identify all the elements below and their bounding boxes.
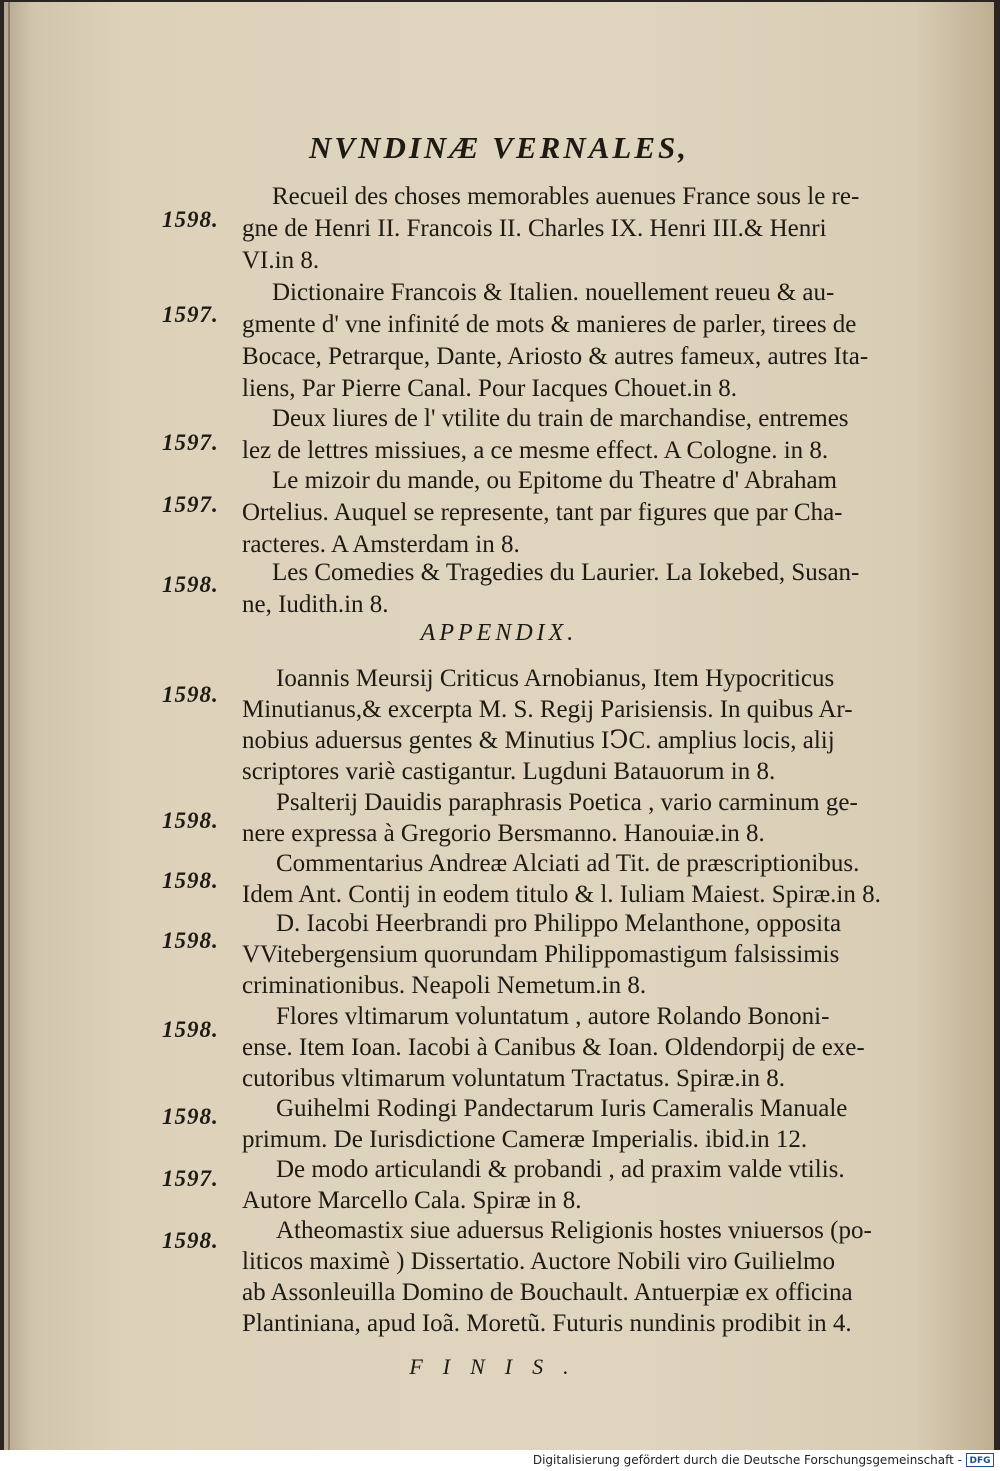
entry-line: De modo articulandi & probandi , ad praxim valde vtilis. xyxy=(276,1156,845,1183)
entry-line: VI.in 8. xyxy=(242,247,320,274)
entry-line: Bocace, Petrarque, Dante, Ariosto & autres fameux, autres Ita- xyxy=(242,343,869,370)
entry-line: ne, Iudith.in 8. xyxy=(242,591,389,618)
entry-line: scriptores variè castigantur. Lugduni Batauorum in 8. xyxy=(242,758,776,785)
entry-year: 1597. xyxy=(162,430,219,455)
entry-line: Autore Marcello Cala. Spiræ in 8. xyxy=(242,1187,582,1214)
entry-year: 1598. xyxy=(162,1228,219,1253)
footer-bar xyxy=(0,1450,1000,1471)
entry-line: liens, Par Pierre Canal. Pour Iacques Chouet.in 8. xyxy=(242,375,738,402)
entry-line: cutoribus vltimarum voluntatum Tractatus. Spiræ.in 8. xyxy=(242,1065,786,1092)
entry-year: 1598. xyxy=(162,808,219,833)
entry-line: gne de Henri II. Francois II. Charles IX. Henri III.& Henri xyxy=(242,215,827,242)
entry-year: 1598. xyxy=(162,868,219,893)
entry-line: Le mizoir du mande, ou Epitome du Theatre d' Abraham xyxy=(272,467,837,494)
entry-line: Minutianus,& excerpta M. S. Regij Parisiensis. In quibus Ar- xyxy=(242,696,853,723)
entry-year: 1598. xyxy=(162,682,219,707)
entry-line: liticos maximè ) Dissertatio. Auctore Nobili viro Guilielmo xyxy=(242,1248,835,1275)
entry-line: Ortelius. Auquel se represente, tant par figures que par Cha- xyxy=(242,499,843,526)
entry-line: Idem Ant. Contij in eodem titulo & l. Iuliam Maiest. Spiræ.in 8. xyxy=(242,881,881,908)
page-edge xyxy=(8,2,10,1450)
entry-line: primum. De Iurisdictione Cameræ Imperialis. ibid.in 12. xyxy=(242,1126,808,1153)
appendix-heading: APPENDIX. xyxy=(420,620,578,646)
entry-line: Commentarius Andreæ Alciati ad Tit. de præscriptionibus. xyxy=(276,850,860,877)
page-header: NVNDINÆ VERNALES, xyxy=(309,130,689,165)
entry-year: 1598. xyxy=(162,572,219,597)
entry-line: racteres. A Amsterdam in 8. xyxy=(242,531,520,558)
entry-year: 1598. xyxy=(162,1104,219,1129)
entry-line: nobius aduersus gentes & Minutius IↃC. amplius locis, alij xyxy=(242,727,835,754)
entry-year: 1598. xyxy=(162,928,219,953)
entry-line: Flores vltimarum voluntatum , autore Rolando Bononi- xyxy=(276,1003,830,1030)
entry-line: lez de lettres missiues, a ce mesme effect. A Cologne. in 8. xyxy=(242,437,829,464)
entry-line: Ioannis Meursij Criticus Arnobianus, Item Hypocriticus xyxy=(276,665,835,692)
dfg-logo-icon: DFG xyxy=(966,1453,994,1467)
entry-line: ense. Item Ioan. Iacobi à Canibus & Ioan. Oldendorpij de exe- xyxy=(242,1034,865,1061)
entry-line: Guihelmi Rodingi Pandectarum Iuris Cameralis Manuale xyxy=(276,1095,848,1122)
finis-text: FINIS. xyxy=(409,1354,589,1379)
entry-line: gmente d' vne infinité de mots & manieres de parler, tirees de xyxy=(242,311,857,338)
entry-line: Deux liures de l' vtilite du train de marchandise, entremes xyxy=(272,405,849,432)
entry-line: D. Iacobi Heerbrandi pro Philippo Melanthone, opposita xyxy=(276,910,842,937)
entry-line: ab Assonleuilla Domino de Bouchault. Antuerpiæ ex officina xyxy=(242,1279,853,1306)
funding-notice: Digitalisierung gefördert durch die Deutsche Forschungsgemeinschaft - xyxy=(532,1453,962,1467)
entry-year: 1597. xyxy=(162,302,219,327)
entry-year: 1598. xyxy=(162,207,219,232)
entry-line: Psalterij Dauidis paraphrasis Poetica , vario carminum ge- xyxy=(276,789,858,816)
entry-line: Plantiniana, apud Ioã. Moretũ. Futuris nundinis prodibit in 4. xyxy=(242,1310,852,1337)
entry-line: Recueil des choses memorables auenues France sous le re- xyxy=(272,183,860,210)
book-page xyxy=(4,2,994,1450)
entry-line: Les Comedies & Tragedies du Laurier. La Iokebed, Susan- xyxy=(272,559,860,586)
entry-line: Dictionaire Francois & Italien. nouellement reueu & au- xyxy=(272,279,835,306)
entry-line: VVitebergensium quorundam Philippomastigum falsissimis xyxy=(242,941,840,968)
entry-year: 1597. xyxy=(162,492,219,517)
entry-line: nere expressa à Gregorio Bersmanno. Hanouiæ.in 8. xyxy=(242,820,765,847)
entry-year: 1597. xyxy=(162,1166,219,1191)
entry-line: criminationibus. Neapoli Nemetum.in 8. xyxy=(242,972,647,999)
entry-line: Atheomastix siue aduersus Religionis hostes vniuersos (po- xyxy=(276,1217,872,1244)
entry-year: 1598. xyxy=(162,1017,219,1042)
